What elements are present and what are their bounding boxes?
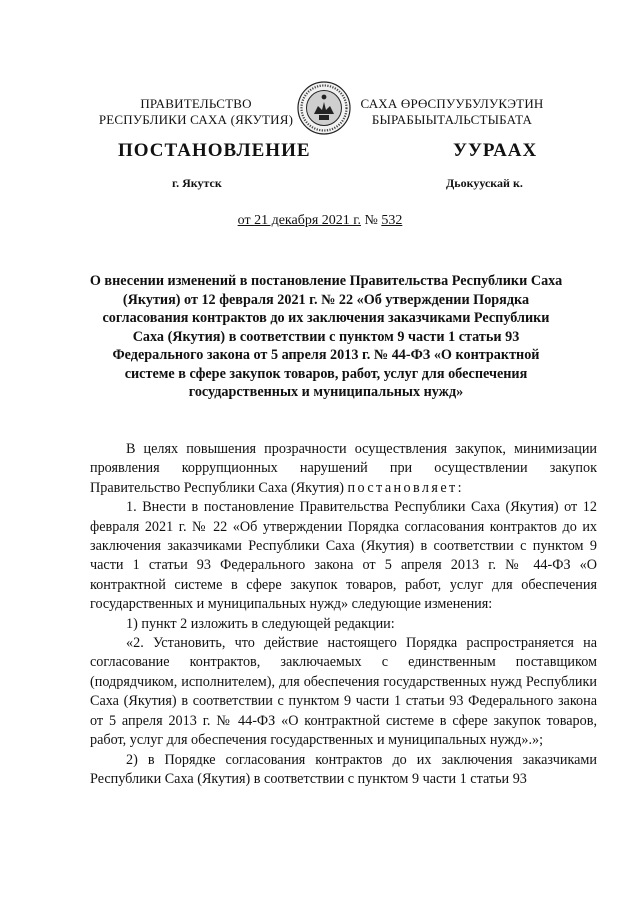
decree-date: 21 декабря 2021 г. [254,213,361,228]
body-paragraph-2: 1) пункт 2 изложить в следующей редакции: [126,615,395,632]
decree-date-number [0,213,640,229]
issuer-sakha [352,96,552,128]
body-paragraph-1: 1. Внести в постановление Правительства Республики Саха (Якутия) от 12 февраля 2021 г. № 22 «Об утверждении Порядка согласования контрактов до их заключения заказчиками Республики Саха (Якутия) в соответствии с пунктом 9 части 1 статьи 93 Федерального закона от 5 апреля 2013 г. № 44-ФЗ «О контрактной системе в сфере закупок товаров, работ, услуг для обеспечения государственных и муниципальных нужд» следующие изменения: [90,499,597,613]
city-ru: г. Якутск [172,176,222,190]
issuer-sakha-line2: БЫРАБЫЫТАЛЬСТЫБАТА [371,112,533,127]
doctype-sakha: УУРААХ [453,140,538,161]
coat-of-arms-emblem [296,80,352,136]
city-sakha: Дьокуускай к. [446,176,523,190]
issuer-ru-line2: РЕСПУБЛИКИ САХА (ЯКУТИЯ) [98,112,294,127]
decree-title: О внесении изменений в постановление Правительства Республики Саха (Якутия) от 12 февраля 2021 г. № 22 «Об утверждении Порядка согласования контрактов до их заключения заказчиками Республики Саха (Якутия) в соответствии с пунктом 9 части 1 статьи 93 Федерального закона от 5 апреля 2013 г. № 44-ФЗ «О контрактной системе в сфере закупок товаров, работ, услуг для обеспечения государственных и муниципальных нужд» [89,273,563,400]
issuer-ru-line1: ПРАВИТЕЛЬСТВО [140,96,252,111]
body-intro-text: В целях повышения прозрачности осуществления закупок, минимизации проявления коррупционных нарушений при осуществлении закупок Правительство Республики Саха (Якутия) [90,441,597,496]
body-intro-spaced: постановляет: [347,479,464,496]
decree-number-label: № [360,213,382,228]
decree-body [90,440,597,789]
issuer-ru [96,96,296,128]
body-paragraph-4: 2) в Порядке согласования контрактов до их заключения заказчиками Республики Саха (Якутия) в соответствии с пунктом 9 части 1 статьи 93 [90,751,597,787]
doctype-ru: ПОСТАНОВЛЕНИЕ [118,140,311,161]
body-paragraph-3: «2. Установить, что действие настоящего Порядка распространяется на согласование контрактов, заключаемых с единственным поставщиком (подрядчиком, исполнителем), для обеспечения государственных нужд Республики Саха (Якутия) в соответствии с пунктом 9 части 1 статьи 93 Федерального закона от 5 апреля 2013 г. № 44-ФЗ «О контрактной системе в сфере закупок товаров, работ, услуг для обеспечения государственных и муниципальных нужд».»; [90,635,597,749]
decree-prefix: от [237,213,255,228]
issuer-sakha-line1: САХА ӨРӨСПУУБУЛУКЭТИН [360,96,544,111]
body-intro [90,440,597,498]
decree-number: 532 [381,213,403,228]
